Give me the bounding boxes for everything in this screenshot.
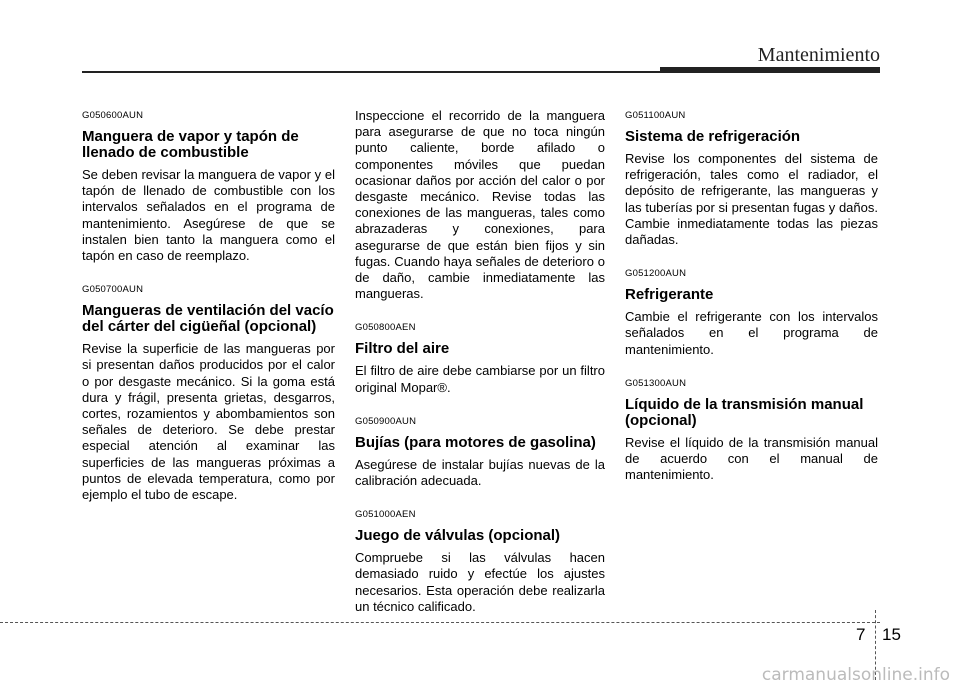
section-body: Se deben revisar la manguera de vapor y el tapón de llenado de combustible con los intervalos señalados en el programa de mantenimiento. Asegúrese de que se instalen bien tanto la manguera como el tapón en caso de reemplazo. <box>82 167 335 264</box>
section-title: Sistema de refrigeración <box>625 128 801 145</box>
column-right <box>625 104 878 503</box>
header-rule <box>82 71 660 73</box>
section-transmission-fluid <box>625 378 878 484</box>
section-title: Bujías (para motores de gasolina) <box>355 433 596 451</box>
section-code: G050900AUN <box>355 415 417 427</box>
section-body: Revise la superficie de las mangueras por si presentan daños producidos por el calor o por desgaste mecánico. Si la goma está dura y frágil, presenta grietas, desgarros, cortes, rozamientos y abombamientos son señales de deterioro. Se debe prestar especial atención al examinar las superficies de las mangueras próximas a puntos de elevada temperatura, como por ejemplo el tubo de escape. <box>82 341 335 503</box>
header-bar <box>660 67 880 73</box>
section-title: Mangueras de ventilación del vacío del cárter del cigüeñal (opcional) <box>82 302 334 336</box>
section-title: Juego de válvulas (opcional) <box>355 527 561 545</box>
column-left <box>82 104 335 523</box>
section-crankcase-hoses <box>82 284 335 503</box>
section-air-filter <box>355 322 605 395</box>
footer-dashed-rule <box>0 622 880 623</box>
section-valve-clearance <box>355 509 605 615</box>
chapter-number: 7 <box>856 625 866 644</box>
section-code: G050600AUN <box>82 110 144 121</box>
section-code: G051200AUN <box>625 268 687 280</box>
section-title: Manguera de vapor y tapón de llenado de combustible <box>82 128 299 161</box>
section-code: G051000AEN <box>355 509 416 521</box>
section-code: G051100AUN <box>625 110 686 121</box>
section-coolant <box>625 268 878 358</box>
section-body: Inspeccione el recorrido de la manguera para asegurarse de que no toca ningún punto caliente, borde afilado o componentes móviles que puedan ocasionar daños por acción del calor o por desgaste mecánico. Revise todas las conexiones de las mangueras, tales como abrazaderas y conexiones, para asegurarse de que están bien fijos y sin fugas. Cuando haya señales de deterioro o de daño, cambie inmediatamente las mangueras. <box>355 108 605 302</box>
section-code: G050800AEN <box>355 322 416 334</box>
section-body: El filtro de aire debe cambiarse por un filtro original Mopar®. <box>355 363 605 395</box>
section-body: Asegúrese de instalar bujías nuevas de la calibración adecuada. <box>355 456 605 489</box>
page-header-title: Mantenimiento <box>757 44 880 66</box>
section-title: Líquido de la transmisión manual (opcional) <box>625 395 864 429</box>
section-body: Revise el líquido de la transmisión manual de acuerdo con el manual de mantenimiento. <box>625 434 878 483</box>
section-hose-inspection <box>355 108 605 302</box>
watermark: carmanualsonline.info <box>761 665 950 685</box>
section-title: Filtro del aire <box>355 340 450 358</box>
section-cooling-system <box>625 110 878 248</box>
section-body: Compruebe si las válvulas hacen demasiado ruido y efectúe los ajustes necesarios. Esta operación debe realizarla un técnico calificado. <box>355 550 605 614</box>
section-body: Revise los componentes del sistema de refrigeración, tales como el radiador, el depósito de refrigerante, las mangueras y las tuberías por si presentan fugas y daños. Cambie inmediatamente todas las piezas dañadas. <box>625 151 878 248</box>
section-title: Refrigerante <box>625 286 714 304</box>
column-middle <box>355 104 605 635</box>
section-vapor-hose <box>82 110 335 264</box>
page-number: 15 <box>882 625 901 644</box>
section-code: G051300AUN <box>625 377 687 389</box>
section-body: Cambie el refrigerante con los intervalos señalados en el programa de mantenimiento. <box>625 309 878 357</box>
section-code: G050700AUN <box>82 284 144 296</box>
section-spark-plugs <box>355 416 605 489</box>
